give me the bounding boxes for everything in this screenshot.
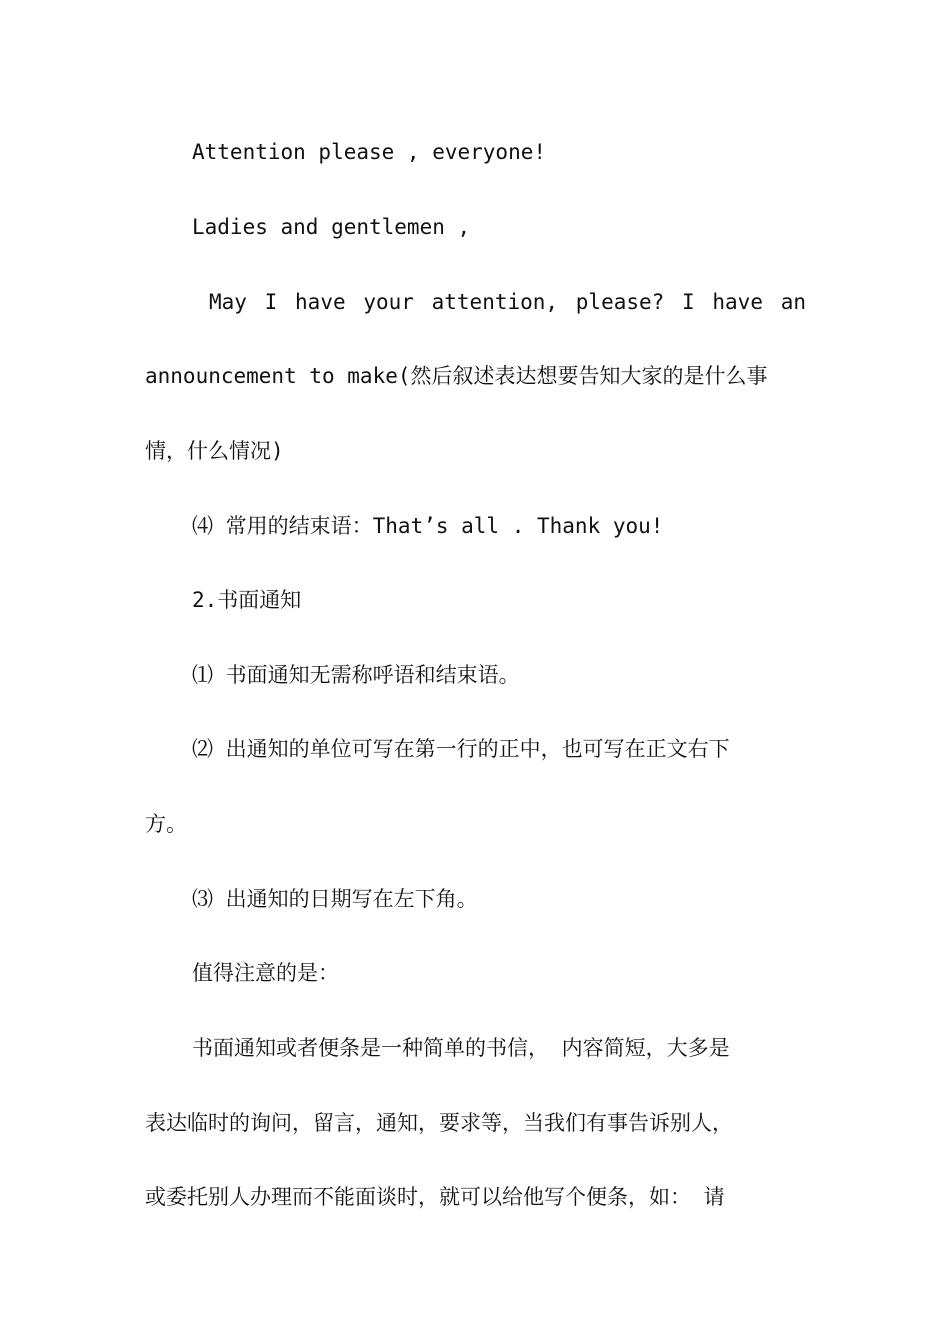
word: have [295, 290, 346, 314]
text-line: ⑶ 出通知的日期写在左下角。 [192, 887, 478, 911]
section-heading: 2.书面通知 [192, 588, 302, 612]
text-line: ⑷ 常用的结束语：That’s all . Thank you! [192, 514, 664, 538]
word: please? [575, 290, 665, 314]
word: an [780, 290, 806, 314]
word: your [363, 290, 414, 314]
text-line: Attention please , everyone! [192, 140, 547, 164]
text-line: Ladies and gentlemen , [192, 215, 471, 239]
text-line: 情，什么情况) [145, 439, 284, 463]
text-line: 方。 [145, 812, 187, 836]
text-line: announcement to make(然后叙述表达想要告知大家的是什么事 [145, 364, 768, 388]
word: I [682, 290, 695, 314]
text-line: 值得注意的是： [192, 961, 339, 985]
text-line: ⑴ 书面通知无需称呼语和结束语。 [192, 663, 520, 687]
word: attention, [431, 290, 559, 314]
text-line: 表达临时的询问，留言，通知，要求等，当我们有事告诉别人， [145, 1111, 733, 1135]
text-line: 书面通知或者便条是一种简单的书信， 内容简短，大多是 [192, 1036, 730, 1060]
word: May [209, 290, 247, 314]
text-line: ⑵ 出通知的单位可写在第一行的正中，也可写在正文右下 [192, 737, 730, 761]
justified-text-line [209, 287, 806, 317]
word: I [264, 290, 278, 314]
text-line: 或委托别人办理而不能面谈时，就可以给他写个便条，如： 请 [145, 1185, 725, 1209]
word: have [712, 290, 763, 314]
